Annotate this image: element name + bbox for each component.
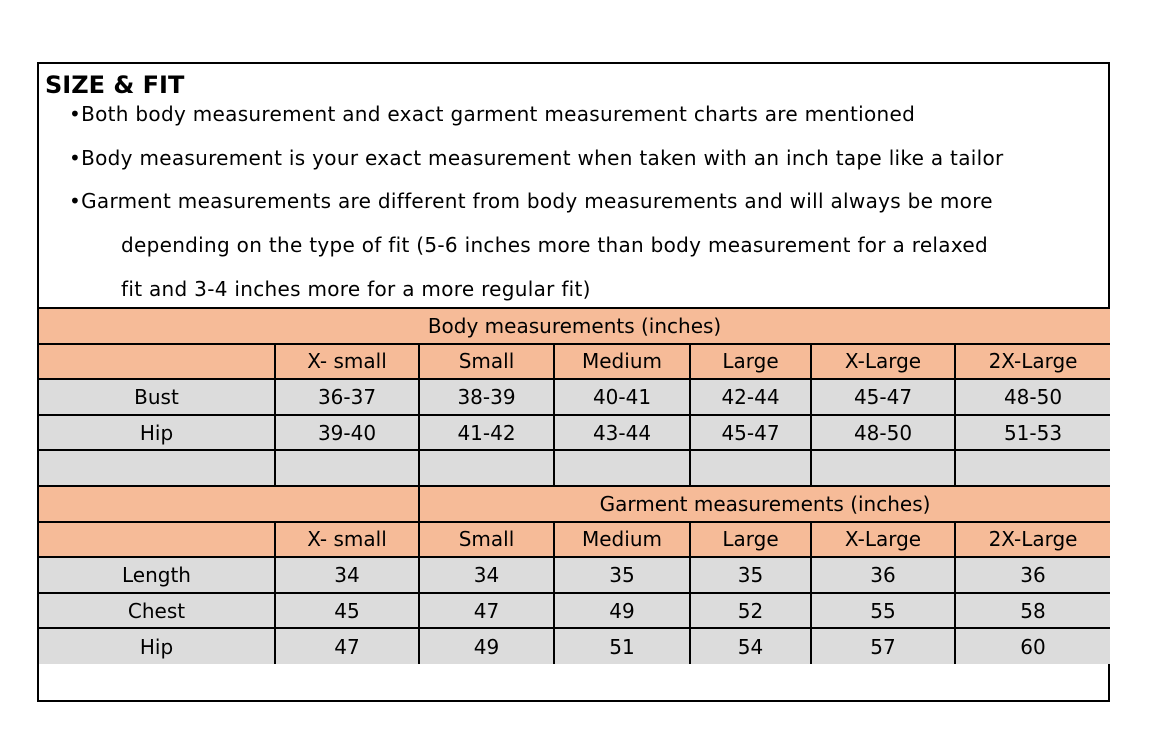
size-header: Medium <box>554 522 690 558</box>
garment-table-title: Garment measurements (inches) <box>419 486 1110 522</box>
row-label: Hip <box>39 415 275 451</box>
table-cell: 34 <box>419 557 554 593</box>
header-cell-empty <box>39 344 275 380</box>
table-cell: 55 <box>811 593 955 629</box>
size-fit-notes <box>39 64 1108 307</box>
table-cell: 47 <box>419 593 554 629</box>
table-cell: 35 <box>690 557 811 593</box>
table-cell: 38-39 <box>419 379 554 415</box>
table-cell: 39-40 <box>275 415 419 451</box>
row-label: Hip <box>39 628 275 664</box>
table-cell: 41-42 <box>419 415 554 451</box>
table-cell: 36 <box>811 557 955 593</box>
table-row <box>39 593 1110 629</box>
table-cell: 52 <box>690 593 811 629</box>
table-cell: 36 <box>955 557 1110 593</box>
row-label: Chest <box>39 593 275 629</box>
note-bullet-1: •Both body measurement and exact garment measurement charts are mentioned <box>69 102 916 126</box>
table-cell: 49 <box>419 628 554 664</box>
table-cell: 40-41 <box>554 379 690 415</box>
table-cell-empty <box>554 450 690 486</box>
table-cell: 48-50 <box>811 415 955 451</box>
row-label: Length <box>39 557 275 593</box>
table-cell: 45-47 <box>690 415 811 451</box>
note-bullet-2: •Body measurement is your exact measurement when taken with an inch tape like a tailor <box>69 146 1004 170</box>
size-header: X- small <box>275 344 419 380</box>
size-header: Large <box>690 344 811 380</box>
table-cell-empty <box>811 450 955 486</box>
size-header: 2X-Large <box>955 344 1110 380</box>
header-cell-empty <box>39 522 275 558</box>
garment-size-header-row <box>39 522 1110 558</box>
size-header: Small <box>419 344 554 380</box>
body-title-row <box>39 308 1110 344</box>
table-cell: 57 <box>811 628 955 664</box>
header-cell-empty <box>39 486 419 522</box>
size-header: 2X-Large <box>955 522 1110 558</box>
size-header: Small <box>419 522 554 558</box>
table-cell: 36-37 <box>275 379 419 415</box>
table-cell: 60 <box>955 628 1110 664</box>
table-cell-empty <box>275 450 419 486</box>
table-cell: 45 <box>275 593 419 629</box>
table-cell-empty <box>39 450 275 486</box>
table-cell: 34 <box>275 557 419 593</box>
note-bullet-3-continued: depending on the type of fit (5-6 inches more than body measurement for a relaxed <box>121 233 988 257</box>
table-cell: 58 <box>955 593 1110 629</box>
table-cell: 49 <box>554 593 690 629</box>
body-size-header-row <box>39 344 1110 380</box>
table-cell: 43-44 <box>554 415 690 451</box>
table-cell-empty <box>955 450 1110 486</box>
table-cell: 51-53 <box>955 415 1110 451</box>
size-fit-sheet <box>37 62 1110 702</box>
size-header: X- small <box>275 522 419 558</box>
table-cell: 48-50 <box>955 379 1110 415</box>
table-cell-empty <box>419 450 554 486</box>
section-title: SIZE & FIT <box>45 71 185 99</box>
table-cell: 35 <box>554 557 690 593</box>
table-cell: 51 <box>554 628 690 664</box>
size-header: X-Large <box>811 522 955 558</box>
row-label: Bust <box>39 379 275 415</box>
body-table-title: Body measurements (inches) <box>39 308 1110 344</box>
table-cell: 47 <box>275 628 419 664</box>
table-row <box>39 415 1110 451</box>
table-row <box>39 379 1110 415</box>
size-header: Large <box>690 522 811 558</box>
table-cell: 54 <box>690 628 811 664</box>
size-header: Medium <box>554 344 690 380</box>
note-bullet-3: •Garment measurements are different from body measurements and will always be more <box>69 189 993 213</box>
table-cell: 42-44 <box>690 379 811 415</box>
table-row <box>39 557 1110 593</box>
table-cell-empty <box>690 450 811 486</box>
table-row <box>39 628 1110 664</box>
garment-title-row <box>39 486 1110 522</box>
empty-spacer-row <box>39 450 1110 486</box>
table-cell: 45-47 <box>811 379 955 415</box>
note-bullet-3-continued: fit and 3-4 inches more for a more regular fit) <box>121 277 591 301</box>
size-header: X-Large <box>811 344 955 380</box>
measurement-table <box>39 307 1110 664</box>
